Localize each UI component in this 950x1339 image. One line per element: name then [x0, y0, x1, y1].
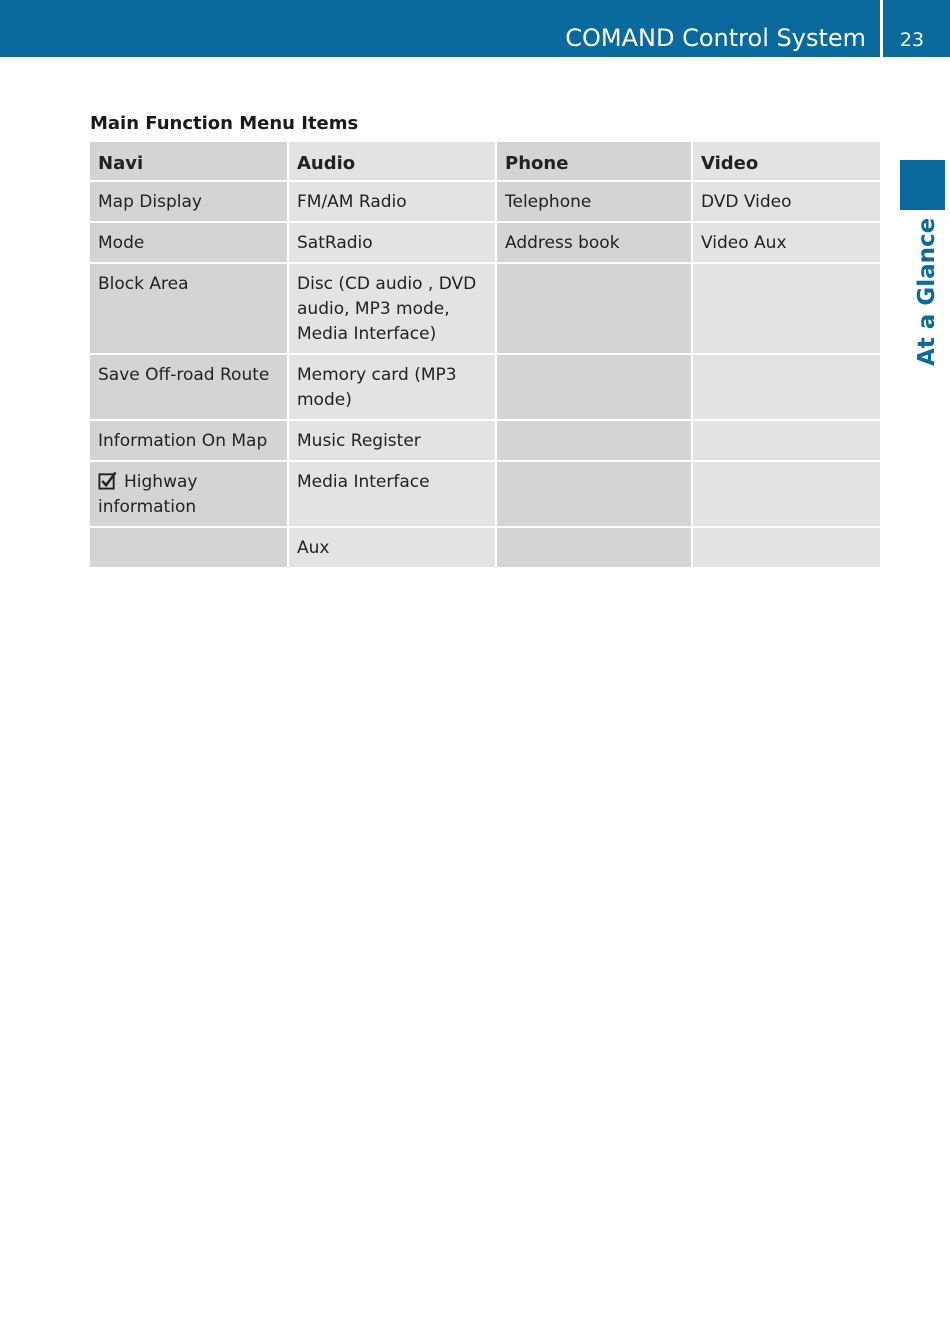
table-header-row — [90, 142, 880, 181]
table-row — [90, 181, 880, 222]
table-cell-phone — [496, 263, 692, 354]
table-cell-phone — [496, 527, 692, 568]
side-tab-label: At a Glance — [914, 217, 940, 366]
table-cell-video — [692, 461, 880, 527]
table-cell-phone — [496, 461, 692, 527]
main-function-menu-table — [90, 142, 880, 569]
table-cell-video — [692, 420, 880, 461]
table-cell-navi: Map Display — [90, 181, 288, 222]
table-row — [90, 263, 880, 354]
table-cell-audio: FM/AM Radio — [288, 181, 496, 222]
page-number: 23 — [899, 29, 925, 51]
table-cell-phone — [496, 420, 692, 461]
table-cell-video: DVD Video — [692, 181, 880, 222]
table-cell-phone: Telephone — [496, 181, 692, 222]
table-cell-video — [692, 527, 880, 568]
checkbox-checked-icon — [98, 471, 117, 490]
page-header-title: COMAND Control System — [565, 24, 866, 52]
table-cell-navi: Save Off-road Route — [90, 354, 288, 420]
table-cell-audio: Memory card (MP3 mode) — [288, 354, 496, 420]
table-cell-navi: Block Area — [90, 263, 288, 354]
table-cell-navi — [90, 461, 288, 527]
table-cell-navi-text: Highway information — [98, 472, 198, 517]
table-cell-navi — [90, 527, 288, 568]
table-row — [90, 527, 880, 568]
table-row — [90, 461, 880, 527]
table-row — [90, 354, 880, 420]
table-cell-audio: Music Register — [288, 420, 496, 461]
table-cell-audio: SatRadio — [288, 222, 496, 263]
column-header-navi: Navi — [90, 142, 288, 181]
column-header-video: Video — [692, 142, 880, 181]
table-cell-audio: Media Interface — [288, 461, 496, 527]
table-cell-audio: Aux — [288, 527, 496, 568]
table-cell-audio: Disc (CD audio , DVD audio, MP3 mode, Media Interface) — [288, 263, 496, 354]
table-cell-navi: Information On Map — [90, 420, 288, 461]
table-row — [90, 222, 880, 263]
table-cell-navi: Mode — [90, 222, 288, 263]
table-cell-phone: Address book — [496, 222, 692, 263]
side-tab-marker — [900, 160, 945, 210]
column-header-audio: Audio — [288, 142, 496, 181]
table-cell-phone — [496, 354, 692, 420]
table-cell-video — [692, 263, 880, 354]
table-cell-video — [692, 354, 880, 420]
column-header-phone: Phone — [496, 142, 692, 181]
section-title: Main Function Menu Items — [90, 113, 359, 134]
table-row — [90, 420, 880, 461]
table-cell-video: Video Aux — [692, 222, 880, 263]
